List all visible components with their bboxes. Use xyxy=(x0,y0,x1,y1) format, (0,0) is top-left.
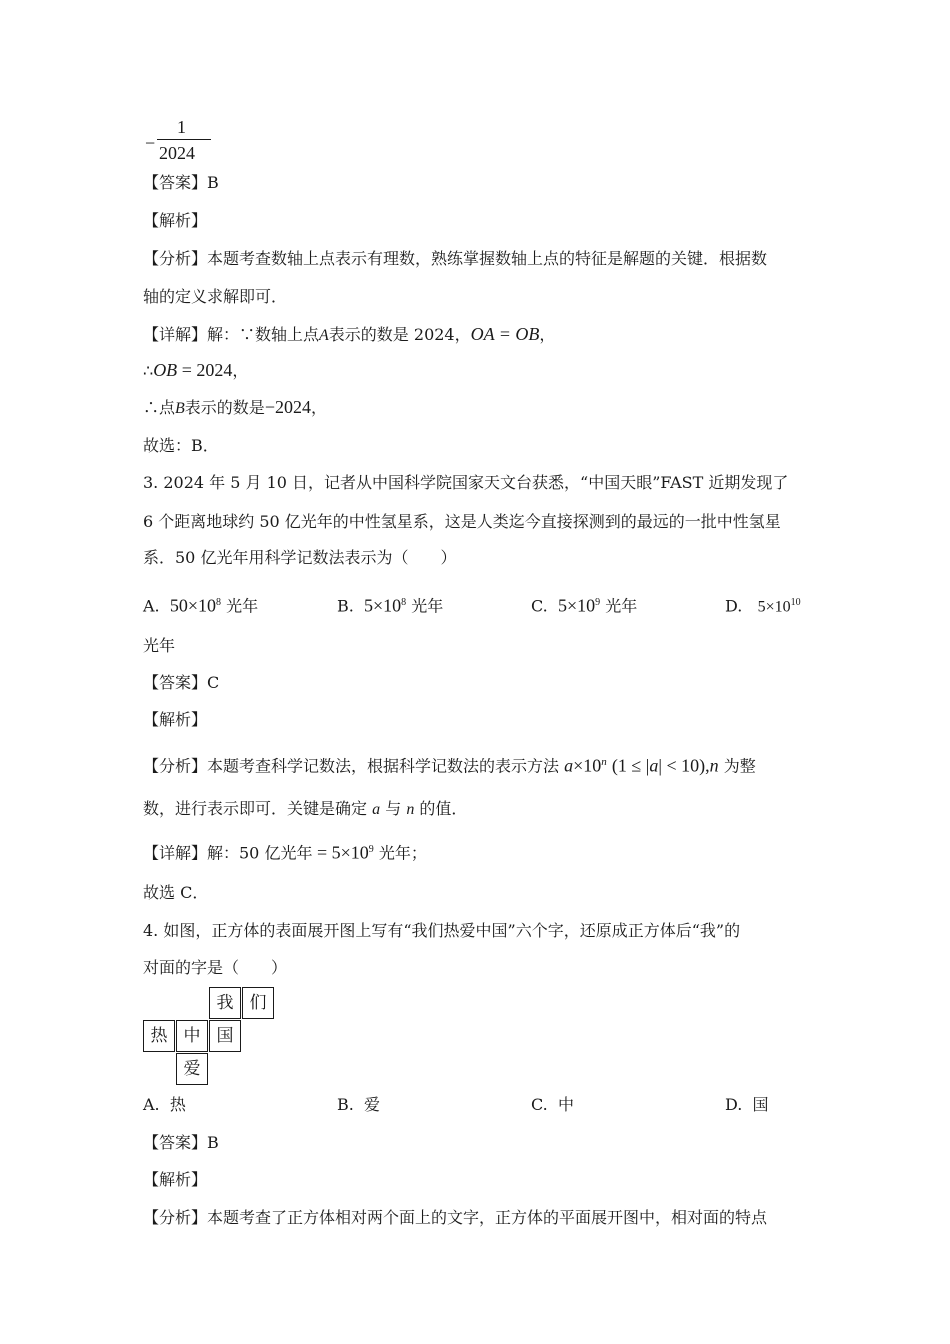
text: 【分析】本题考查科学记数法，根据科学记数法的表示方法 xyxy=(143,756,560,776)
q3-analysis-line-1 xyxy=(143,752,756,776)
net-face-wo: 我 xyxy=(209,987,241,1019)
option-exponent: 8 xyxy=(215,597,221,608)
var-n: n xyxy=(601,756,607,768)
q4-option-c xyxy=(531,1095,574,1115)
q2-analysis-line-1: 【分析】本题考查数轴上点表示有理数，熟练掌握数轴上点的特征是解题的关键．根据数 xyxy=(143,249,768,268)
var-n: n xyxy=(709,755,719,776)
equation: OA = OB xyxy=(470,324,540,344)
var-a: a xyxy=(649,755,659,776)
q3-option-b xyxy=(337,593,443,616)
option-value: 5×10 xyxy=(757,598,791,616)
q4-answer: 【答案】B xyxy=(143,1133,219,1152)
option-exponent: 10 xyxy=(790,597,801,608)
q2-detail-line-2 xyxy=(143,360,248,381)
var-ob: OB xyxy=(153,360,178,380)
option-text: 中 xyxy=(557,1095,574,1114)
net-face-men: 们 xyxy=(242,987,274,1019)
option-text: 爱 xyxy=(364,1095,381,1114)
therefore-symbol: ∴ xyxy=(143,361,154,380)
option-text: 热 xyxy=(169,1095,186,1114)
option-value: 5×10 xyxy=(364,595,402,616)
fraction-denominator: 2024 xyxy=(159,143,195,163)
q2-analysis-line-2: 轴的定义求解即可． xyxy=(143,287,288,306)
option-value: 50×10 xyxy=(169,595,216,616)
text: ， xyxy=(232,361,249,380)
q3-analysis-line-2 xyxy=(143,799,467,820)
q4-stem-line-1: 4. 如图，正方体的表面展开图上写有“我们热爱中国”六个字，还原成正方体后“我”的 xyxy=(143,921,741,940)
q2-detail-line-3 xyxy=(143,397,327,419)
option-unit: 光年 xyxy=(605,596,638,616)
option-letter: A. xyxy=(143,1095,160,1114)
q3-stem-line-2: 6 个距离地球约 50 亿光年的中性氢星系，这是人类迄今直接探测到的最远的一批中性氢星 xyxy=(143,512,781,531)
var-b: B xyxy=(175,400,185,417)
text: 数，进行表示即可．关键是确定 xyxy=(143,799,368,818)
q4-option-a xyxy=(143,1095,186,1115)
var-n: n xyxy=(406,801,415,818)
q3-option-c xyxy=(531,593,637,616)
times-ten: ×10 xyxy=(573,755,602,776)
option-text: 国 xyxy=(752,1095,769,1114)
q4-stem-line-2: 对面的字是（ ） xyxy=(143,958,288,977)
q3-answer: 【答案】C xyxy=(143,673,220,692)
text: ， xyxy=(539,325,556,344)
option-unit: 光年 xyxy=(226,596,259,616)
q2-detail-line-1 xyxy=(143,324,555,346)
text: 的值． xyxy=(419,799,468,818)
text: 【详解】解：50 亿光年 xyxy=(143,843,313,863)
net-face-re: 热 xyxy=(143,1020,175,1052)
text: 为整 xyxy=(723,756,756,776)
option-letter: B. xyxy=(337,1095,354,1114)
net-face-guo: 国 xyxy=(209,1020,241,1052)
equation: = 2024 xyxy=(177,360,233,380)
q3-option-a xyxy=(143,593,258,616)
q2-answer: 【答案】B xyxy=(143,173,219,192)
text: 与 xyxy=(385,799,402,818)
fraction-option-d xyxy=(143,116,213,164)
option-unit: 光年 xyxy=(411,596,444,616)
value: = 5×10 xyxy=(312,842,369,863)
value: −2024 xyxy=(264,397,311,417)
option-letter: C. xyxy=(531,596,548,616)
option-letter: D. xyxy=(725,1095,743,1114)
text: 光年； xyxy=(378,843,427,863)
q3-stem-line-1: 3. 2024 年 5 月 10 日，记者从中国科学院国家天文台获悉，“中国天眼”FAST 近期发现了 xyxy=(143,473,789,492)
q3-option-d xyxy=(725,593,801,617)
option-letter: D. xyxy=(725,596,743,616)
fraction-numerator: 1 xyxy=(177,117,186,137)
q3-detail xyxy=(143,840,427,863)
option-letter: B. xyxy=(337,596,354,616)
fraction-sign: − xyxy=(145,133,156,153)
q4-analysis-heading: 【解析】 xyxy=(143,1170,208,1189)
q4-option-b xyxy=(337,1095,380,1115)
range: (1 ≤ | xyxy=(611,755,650,776)
text: 【详解】解：∵数轴上点 xyxy=(143,325,320,344)
option-letter: C. xyxy=(531,1095,548,1114)
q2-choice: 故选：B． xyxy=(143,436,219,455)
option-letter: A. xyxy=(143,596,160,616)
option-exponent: 8 xyxy=(401,597,407,608)
q4-analysis-line-1: 【分析】本题考查了正方体相对两个面上的文字，正方体的平面展开图中，相对面的特点 xyxy=(143,1208,768,1227)
text: ∴点 xyxy=(143,398,176,417)
option-exponent: 9 xyxy=(595,597,601,608)
q3-analysis-heading: 【解析】 xyxy=(143,710,208,729)
var-a: a xyxy=(372,801,381,818)
text: ， xyxy=(310,398,327,417)
q3-choice: 故选 C． xyxy=(143,883,209,902)
fraction-bar xyxy=(157,139,211,140)
var-a: a xyxy=(564,755,574,776)
q2-analysis-heading: 【解析】 xyxy=(143,211,208,230)
var-a: A xyxy=(319,327,329,344)
q4-option-d xyxy=(725,1095,769,1115)
option-value: 5×10 xyxy=(557,595,596,616)
text: 表示的数是 xyxy=(184,398,265,417)
net-face-zhong: 中 xyxy=(176,1020,208,1052)
range: | < 10), xyxy=(658,755,710,776)
q3-option-d-unit: 光年 xyxy=(143,636,176,655)
net-face-ai: 爱 xyxy=(176,1053,208,1085)
text: 表示的数是 2024， xyxy=(328,325,471,344)
q3-stem-line-3: 系．50 亿光年用科学记数法表示为（ ） xyxy=(143,548,457,567)
exponent: 9 xyxy=(368,844,374,855)
